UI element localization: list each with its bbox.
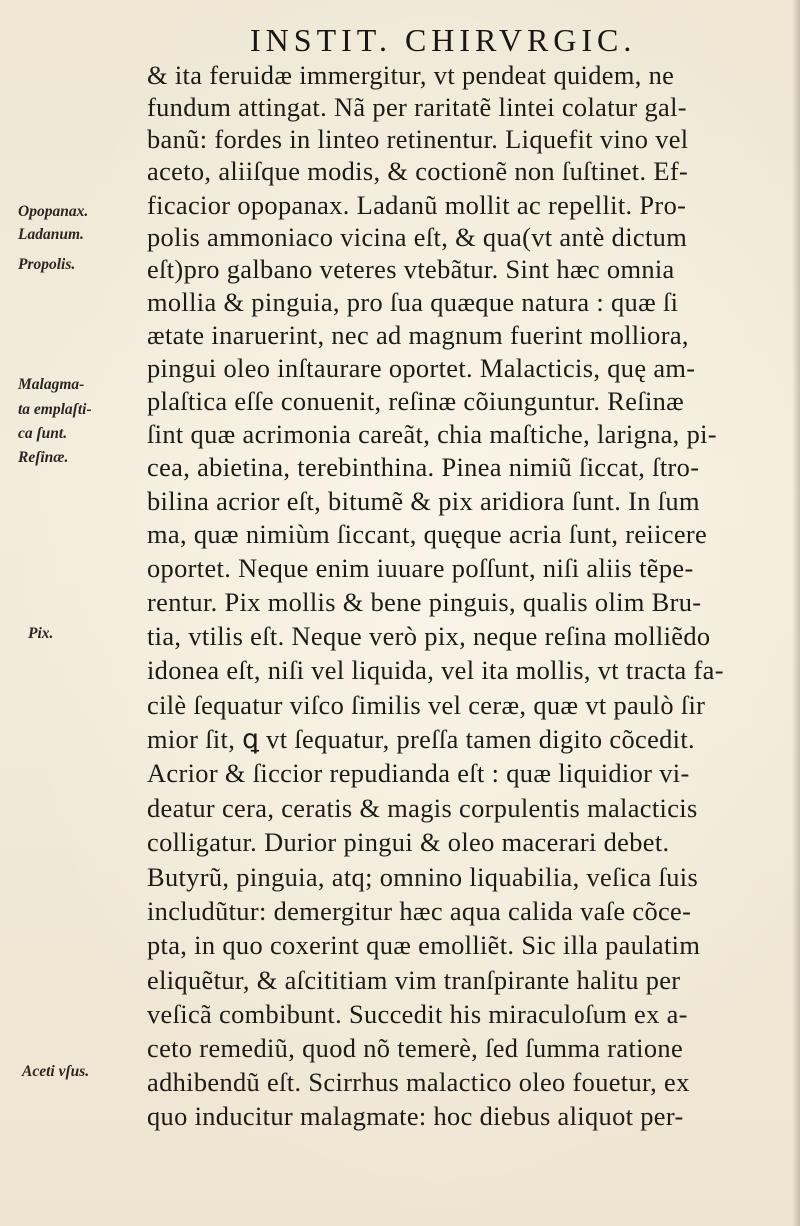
running-header: INSTIT. CHIRVRGIC. bbox=[250, 22, 637, 58]
margin-note-resinae: Reſinæ. bbox=[18, 449, 69, 466]
margin-note-sunt: ca ſunt. bbox=[18, 425, 68, 442]
page-edge-shadow bbox=[792, 0, 800, 1226]
text-line: oportet. Neque enim iuuare poſſunt, niſi aliis tẽpe- bbox=[147, 553, 694, 583]
text-line: mior ſit, ꝗ vt ſequatur, preſſa tamen digito cõcedit. bbox=[147, 724, 695, 754]
text-line: veſicã combibunt. Succedit his miraculoſum ex a- bbox=[147, 999, 688, 1029]
margin-note-ladanum: Ladanum. bbox=[18, 226, 84, 243]
margin-note-malagmata: Malagma- bbox=[18, 376, 85, 393]
text-line: colligatur. Durior pingui & oleo macerari debet. bbox=[147, 827, 670, 857]
text-line: plaſtica eſſe conuenit, reſinæ cõiunguntur. Reſinæ bbox=[147, 386, 685, 416]
text-line: ætate inaruerint, nec ad magnum fuerint molliora, bbox=[147, 320, 689, 350]
text-line: tia, vtilis eſt. Neque verò pix, neque reſina molliẽdo bbox=[147, 621, 711, 651]
text-line: ſint quæ acrimonia careãt, chia maſtiche, larigna, pi- bbox=[147, 419, 717, 449]
text-line: mollia & pinguia, pro ſua quæque natura : quæ ſi bbox=[147, 287, 679, 317]
margin-note-propolis: Propolis. bbox=[18, 256, 76, 273]
text-line: idonea eſt, niſi vel liquida, vel ita mollis, vt tracta fa- bbox=[147, 655, 724, 685]
text-line: banũ: fordes in linteo retinentur. Liquefit vino vel bbox=[147, 124, 689, 154]
text-line: eliquẽtur, & aſcititiam vim tranſpirante halitu per bbox=[147, 965, 681, 995]
text-line: cilè ſequatur viſco ſimilis vel ceræ, quæ vt paulò ſir bbox=[147, 690, 706, 720]
text-line: Butyrũ, pinguia, atq; omnino liquabilia, veſica ſuis bbox=[147, 862, 699, 892]
text-line: rentur. Pix mollis & bene pinguis, qualis olim Bru- bbox=[147, 587, 702, 617]
text-line: & ita feruidæ immergitur, vt pendeat quidem, ne bbox=[147, 60, 675, 90]
text-line: polis ammoniaco vicina eſt, & qua(vt antè dictum bbox=[147, 222, 688, 252]
text-line: pta, in quo coxerint quæ emolliẽt. Sic illa paulatim bbox=[147, 930, 701, 960]
text-line: ficacior opopanax. Ladanũ mollit ac repellit. Pro- bbox=[147, 190, 687, 220]
margin-note-emplastica: ta emplaſti- bbox=[18, 401, 92, 418]
margin-note-aceti-usus: Aceti vſus. bbox=[22, 1063, 90, 1080]
margin-note-pix: Pix. bbox=[28, 625, 54, 642]
text-line: bilina acrior eſt, bitumẽ & pix aridiora ſunt. In ſum bbox=[147, 486, 700, 516]
text-line: eſt)pro galbano veteres vtebãtur. Sint hæc omnia bbox=[147, 254, 675, 284]
text-line: aceto, aliiſque modis, & coctionẽ non ſuſtinet. Ef- bbox=[147, 156, 689, 186]
text-line: ma, quæ nimiùm ſiccant, quęque acria ſunt, reiicere bbox=[147, 519, 708, 549]
margin-note-opopanax: Opopanax. bbox=[18, 203, 89, 220]
text-line: cea, abietina, terebinthina. Pinea nimiũ ſiccat, ſtro- bbox=[147, 452, 700, 482]
text-line: includũtur: demergitur hæc aqua calida vaſe cõce- bbox=[147, 896, 692, 926]
text-line: deatur cera, ceratis & magis corpulentis malacticis bbox=[147, 793, 698, 823]
text-line: ceto remediũ, quod nõ temerè, ſed ſumma ratione bbox=[147, 1033, 684, 1063]
text-line: fundum attingat. Nã per raritatẽ lintei colatur gal- bbox=[147, 92, 687, 122]
text-line: quo inducitur malagmate: hoc diebus aliquot per- bbox=[147, 1101, 684, 1131]
text-line: Acrior & ſiccior repudianda eſt : quæ liquidior vi- bbox=[147, 758, 690, 788]
text-line: pingui oleo inſtaurare oportet. Malacticis, quę am- bbox=[147, 353, 696, 383]
text-line: adhibendũ eſt. Scirrhus malactico oleo fouetur, ex bbox=[147, 1067, 690, 1097]
